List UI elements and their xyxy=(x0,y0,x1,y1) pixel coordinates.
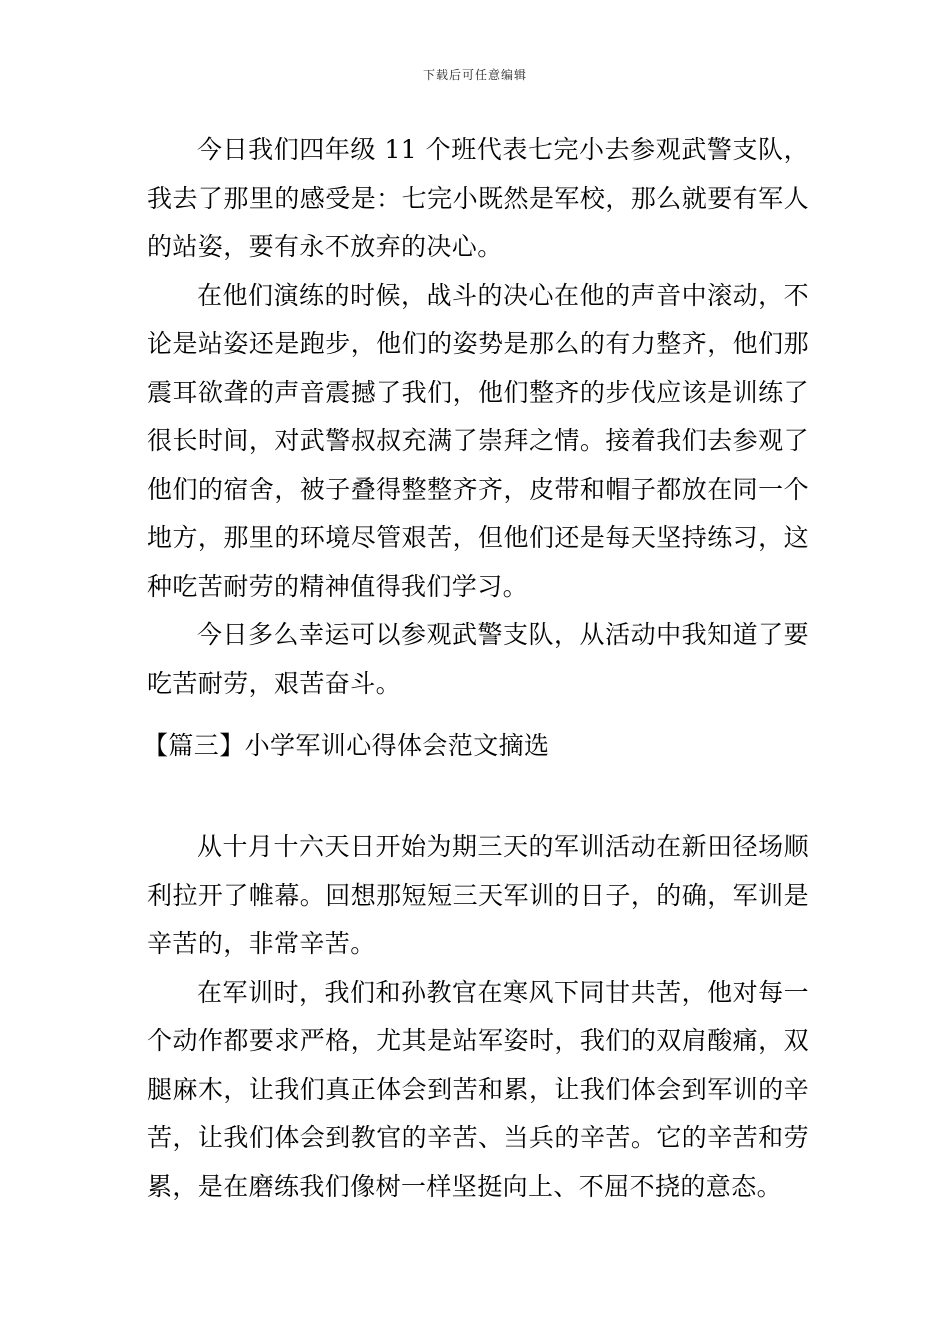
paragraph: 从十月十六天日开始为期三天的军训活动在新田径场顺利拉开了帷幕。回想那短短三天军训的日子，的确，军训是辛苦的，非常辛苦。 xyxy=(147,832,809,958)
section-heading: 【篇三】小学军训心得体会范文摘选 xyxy=(143,731,550,760)
paragraph: 在军训时，我们和孙教官在寒风下同甘共苦，他对每一个动作都要求严格，尤其是站军姿时，我们的双肩酸痛，双腿麻木，让我们真正体会到苦和累，让我们体会到军训的辛苦，让我们体会到教官的辛苦、当兵的辛苦。它的辛苦和劳累，是在磨练我们像树一样坚挺向上、不屈不挠的意态。 xyxy=(147,977,809,1201)
paragraph: 在他们演练的时候，战斗的决心在他的声音中滚动，不论是站姿还是跑步，他们的姿势是那么的有力整齐，他们那震耳欲聋的声音震撼了我们，他们整齐的步伐应该是训练了很长时间，对武警叔叔充满了崇拜之情。接着我们去参观了他们的宿舍，被子叠得整整齐齐，皮带和帽子都放在同一个地方，那里的环境尽管艰苦，但他们还是每天坚持练习，这种吃苦耐劳的精神值得我们学习。 xyxy=(147,280,809,601)
section-2-body xyxy=(147,823,809,1211)
section-1-body xyxy=(147,126,809,708)
paragraph: 今日多么幸运可以参观武警支队，从活动中我知道了要吃苦耐劳，艰苦奋斗。 xyxy=(147,620,809,698)
paragraph: 今日我们四年级 11 个班代表七完小去参观武警支队，我去了那里的感受是：七完小既然是军校，那么就要有军人的站姿，要有永不放弃的决心。 xyxy=(147,135,809,261)
header-note: 下载后可任意编辑 xyxy=(422,68,527,82)
